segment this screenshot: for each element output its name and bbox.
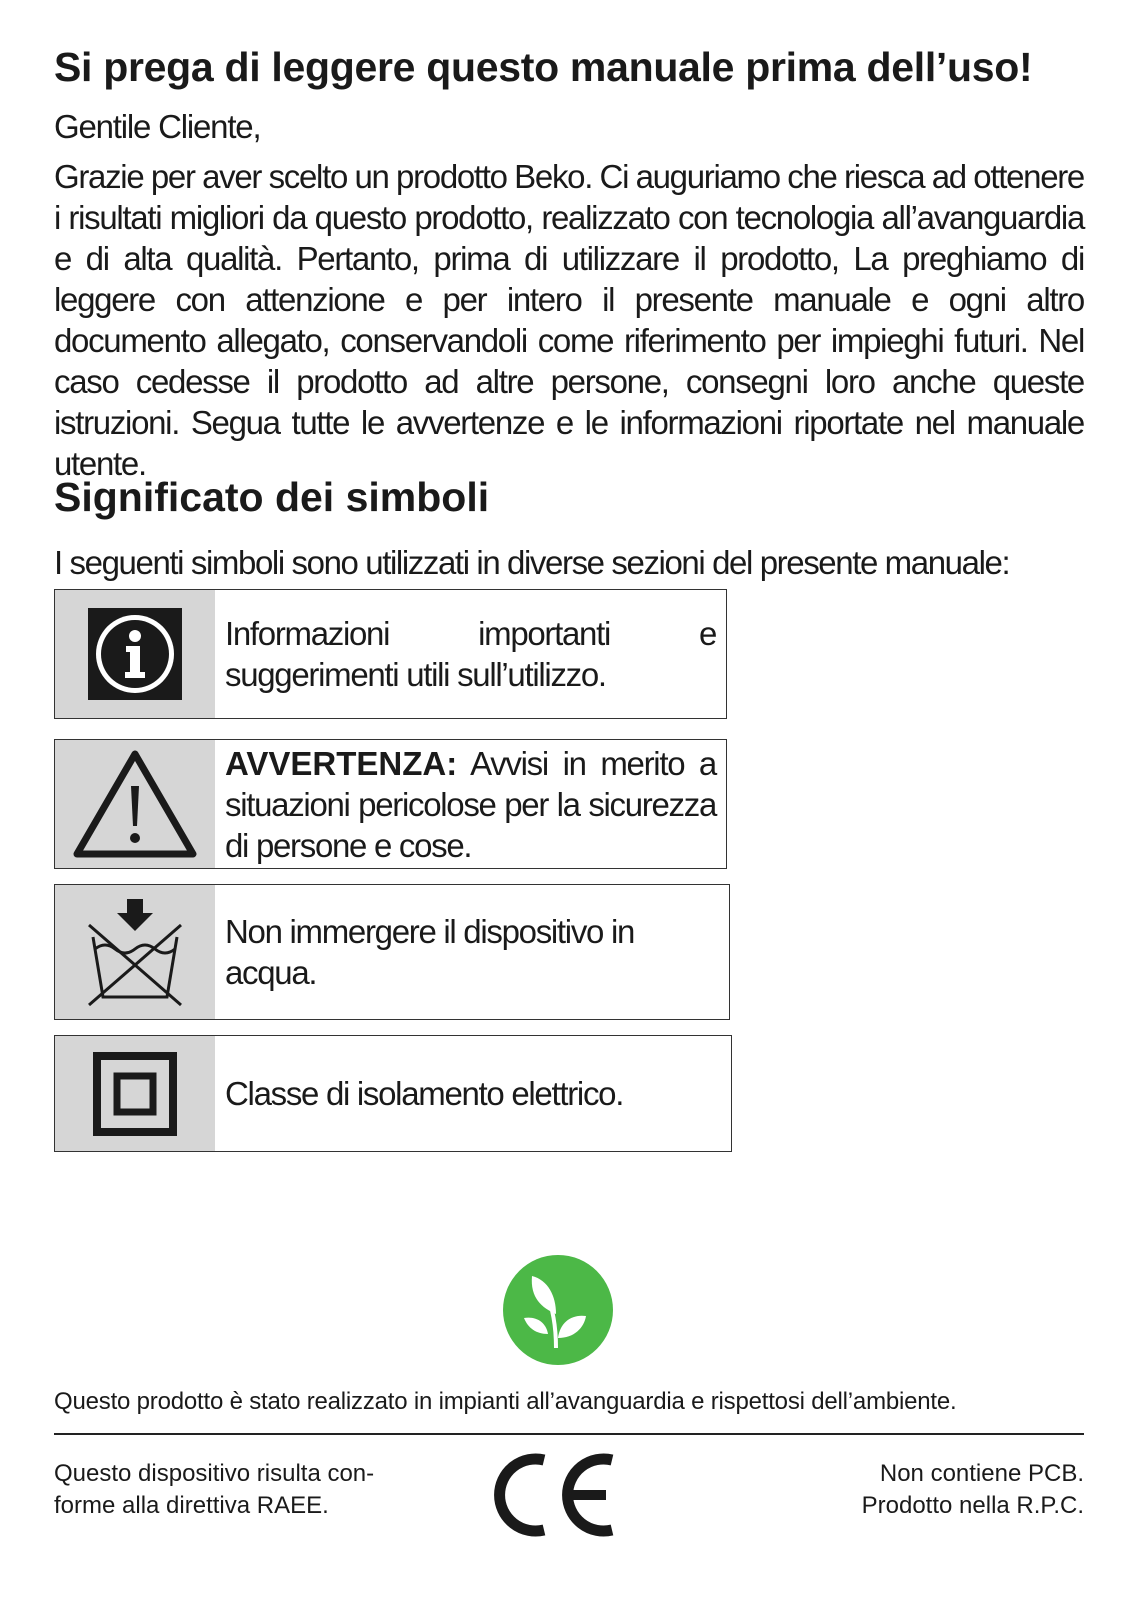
no-immersion-icon bbox=[55, 885, 215, 1019]
symbol-row-no-immersion bbox=[54, 884, 730, 1020]
symbol-row-insulation bbox=[54, 1035, 732, 1152]
symbol-text-warning: AVVERTENZA: Avvisi in merito a situazioni pericolose per la sicurezza di persone e cose. bbox=[225, 744, 716, 864]
ce-mark-icon bbox=[494, 1448, 624, 1540]
manual-page bbox=[54, 0, 1084, 1600]
eco-statement: Questo prodotto è stato realizzato in impianti all’avanguardia e rispettosi dell’ambiente. bbox=[54, 1388, 957, 1415]
intro-paragraph: Grazie per aver scelto un prodotto Beko. Ci auguriamo che riesca ad ottenere i risultati migliori da questo prodotto, realizzato con tecnologia all’avanguardia e di alta qualità. Pertanto, prima di utilizzare il prodotto, La preghiamo di leggere con attenzione e per intero il presente manuale e ogni altro documento allegato, conservandoli come riferimento per impieghi futuri. Nel caso cedesse il prodotto ad altre persone, consegni loro anche queste istruzioni. Segua tutte le avvertenze e le informazioni riportate nel manuale utente. bbox=[54, 158, 1084, 482]
symbol-text-info: Informazioni importanti e suggerimenti utili sull’utilizzo. bbox=[225, 615, 716, 693]
symbols-section-title: Significato dei simboli bbox=[54, 474, 490, 520]
symbol-row-info bbox=[54, 589, 727, 719]
greeting: Gentile Cliente, bbox=[54, 108, 261, 145]
weee-compliance: Questo dispositivo risulta con- forme alla direttiva RAEE. bbox=[54, 1460, 375, 1519]
double-insulation-icon bbox=[55, 1036, 215, 1151]
symbol-text-no-immersion: Non immergere il dispositivo in acqua. bbox=[225, 913, 635, 991]
footer-divider bbox=[54, 1433, 1084, 1435]
symbol-text-insulation: Classe di isolamento elettrico. bbox=[225, 1075, 624, 1112]
warning-label: AVVERTENZA: bbox=[225, 744, 458, 782]
page-title: Si prega di leggere questo manuale prima dell’uso! bbox=[54, 44, 1033, 90]
warning-icon bbox=[55, 740, 215, 868]
pcb-origin-info: Non contiene PCB. Prodotto nella R.P.C. bbox=[861, 1460, 1084, 1519]
info-icon bbox=[55, 590, 215, 718]
symbols-intro: I seguenti simboli sono utilizzati in diverse sezioni del presente manuale: bbox=[54, 544, 1010, 581]
symbol-row-warning bbox=[54, 739, 727, 869]
leaf-icon bbox=[502, 1254, 614, 1366]
